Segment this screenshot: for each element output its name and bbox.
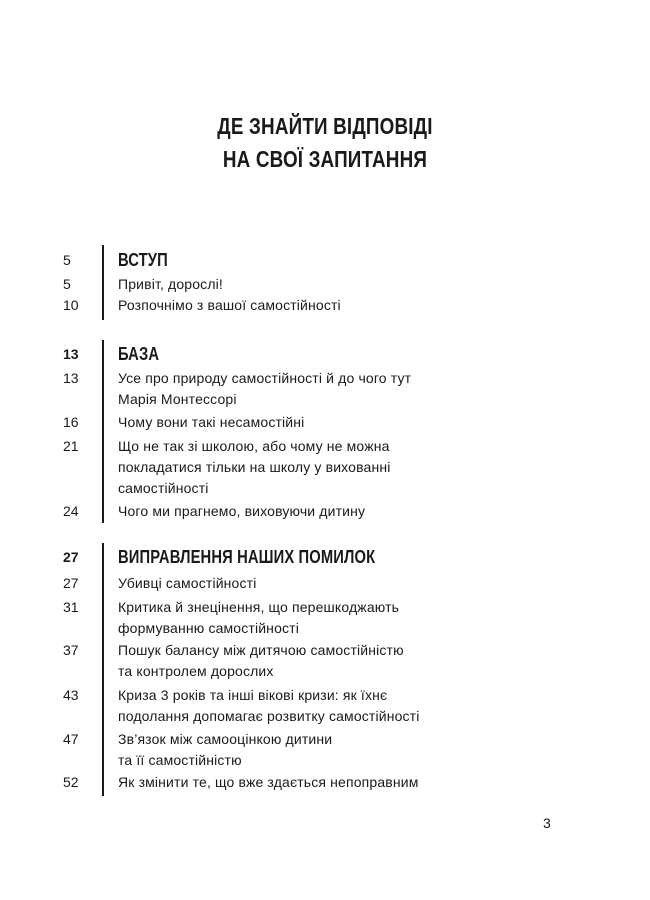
- toc-page-number: 47: [63, 731, 79, 747]
- toc-item-title: Що не так зі школою, або чому не можна покладатися тільки на школу у вихованні самостійності: [118, 438, 391, 496]
- toc-item-title: Пошук балансу між дитячою самостійністю та контролем дорослих: [118, 642, 404, 679]
- toc-section-title: ВСТУП: [118, 250, 168, 270]
- section-divider-line: [102, 543, 104, 796]
- toc-page-number: 43: [63, 687, 79, 703]
- toc-item-title: Розпочнімо з вашої самостійності: [118, 297, 341, 313]
- toc-item-title: Чого ми прагнемо, виховуючи дитину: [118, 503, 366, 519]
- toc-page-number: 10: [63, 297, 79, 313]
- toc-item-title: Криза 3 років та інші вікові кризи: як їхнє подолання допомагає розвитку самостійності: [118, 687, 420, 724]
- page-number: 3: [543, 815, 551, 831]
- toc-page-number: 13: [63, 346, 79, 362]
- toc-page-number: 16: [63, 414, 79, 430]
- toc-section-title: БАЗА: [118, 344, 160, 364]
- toc-item-title: Усе про природу самостійності й до чого тут Марія Монтессорі: [118, 370, 412, 407]
- toc-item-title: Як змінити те, що вже здається непоправним: [118, 774, 419, 790]
- toc-page-number: 13: [63, 370, 79, 386]
- toc-item-title: Зв’язок між самооцінкою дитини та її самостійністю: [118, 731, 333, 768]
- toc-page-number: 52: [63, 774, 79, 790]
- section-divider-line: [102, 245, 104, 320]
- toc-page-number: 24: [63, 503, 79, 519]
- toc-page-number: 37: [63, 642, 79, 658]
- toc-page-number: 31: [63, 599, 79, 615]
- page-title-line-1: ДЕ ЗНАЙТИ ВІДПОВІДІ: [217, 113, 433, 139]
- toc-item-title: Критика й знецінення, що перешкоджають формуванню самостійності: [118, 599, 400, 636]
- toc-page-number: 27: [63, 575, 79, 591]
- toc-item-title: Чому вони такі несамостійні: [118, 414, 305, 430]
- toc-section-title: ВИПРАВЛЕННЯ НАШИХ ПОМИЛОК: [118, 547, 376, 567]
- toc-item-title: Привіт, дорослі!: [118, 276, 223, 292]
- toc-page-number: 5: [63, 252, 71, 268]
- toc-page-number: 27: [63, 549, 79, 565]
- page-title-line-2: НА СВОЇ ЗАПИТАННЯ: [222, 146, 428, 172]
- section-divider-line: [102, 340, 104, 523]
- toc-page-number: 21: [63, 438, 79, 454]
- toc-item-title: Убивці самостійності: [118, 575, 257, 591]
- toc-page-number: 5: [63, 276, 71, 292]
